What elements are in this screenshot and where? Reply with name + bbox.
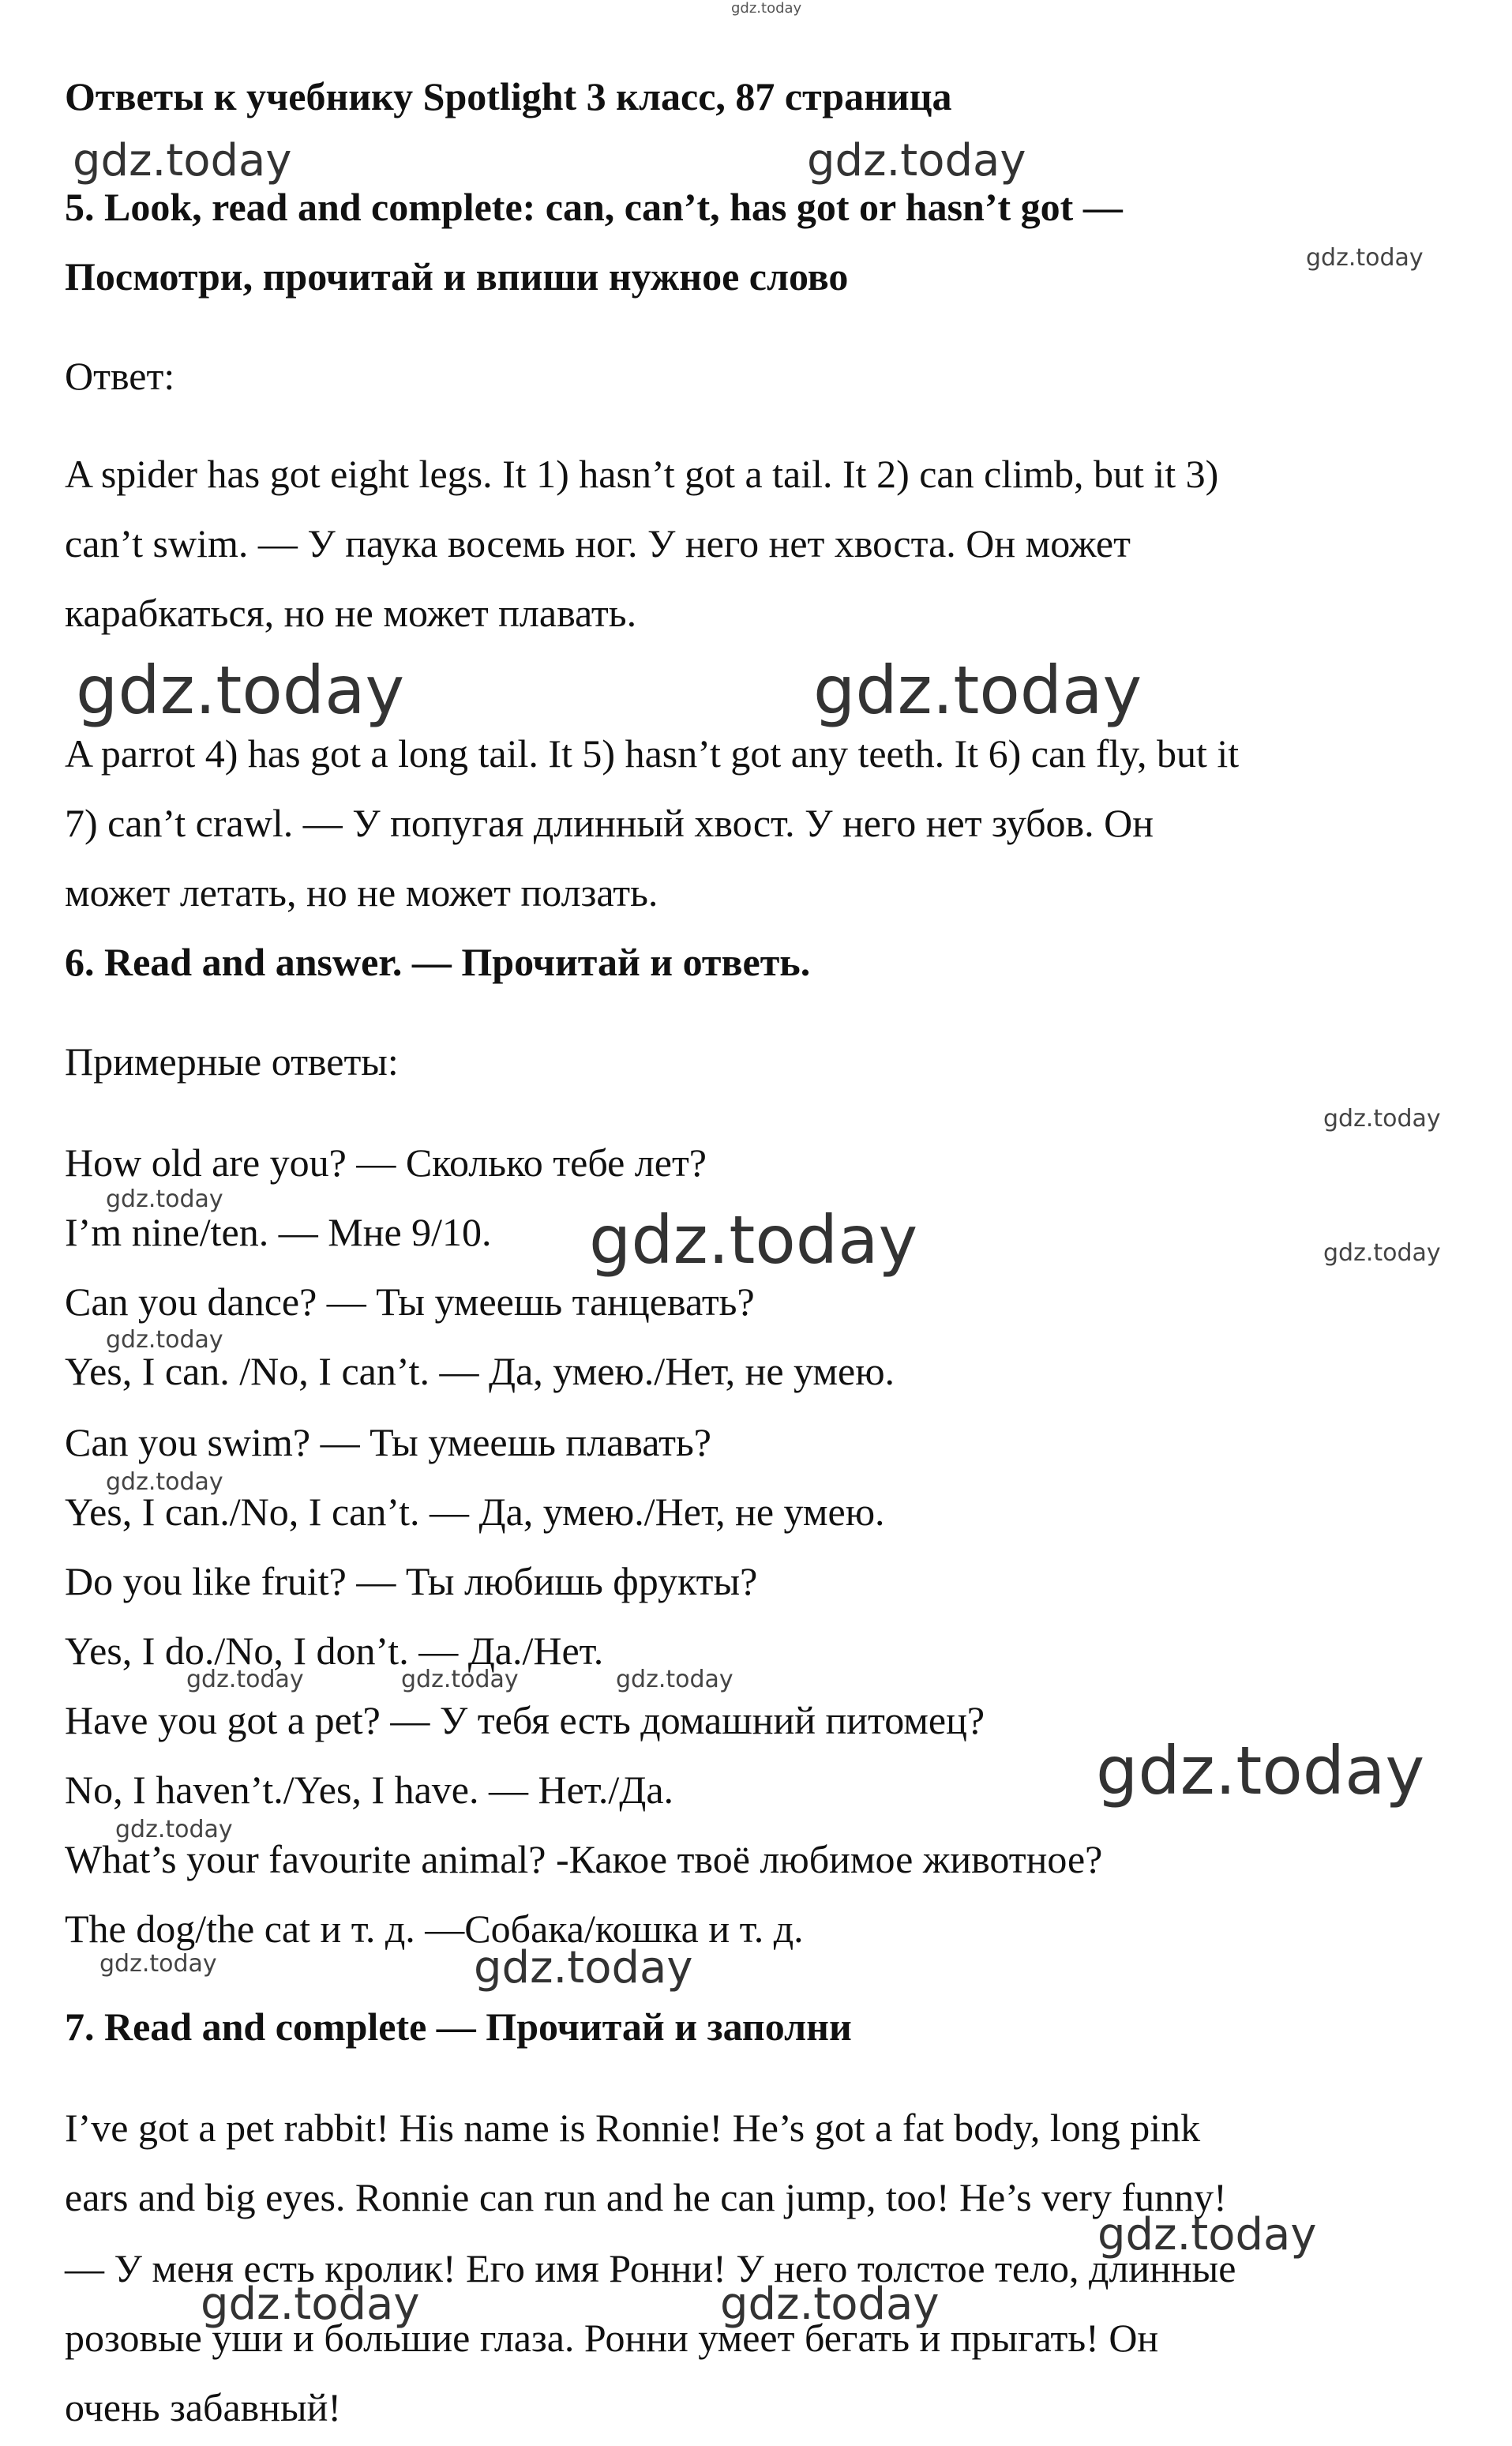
ex5-answer-label: Ответ: bbox=[65, 354, 175, 398]
watermark: gdz.today bbox=[106, 1468, 223, 1496]
watermark: gdz.today bbox=[1097, 2209, 1317, 2260]
watermark: gdz.today bbox=[106, 1185, 223, 1213]
ex6-line: Yes, I can. /No, I can’t. — Да, умею./Нет, не умею. bbox=[65, 1349, 895, 1393]
ex5-heading-2: Посмотри, прочитай и впиши нужное слово bbox=[65, 254, 849, 299]
ex6-line: Do you like fruit? — Ты любишь фрукты? bbox=[65, 1559, 758, 1603]
ex7-line: — У меня есть кролик! Его имя Ронни! У него толстое тело, длинные bbox=[65, 2246, 1236, 2290]
ex6-heading: 6. Read and answer. — Прочитай и ответь. bbox=[65, 940, 811, 984]
ex7-heading: 7. Read and complete — Прочитай и заполни bbox=[65, 2005, 852, 2049]
watermark: gdz.today bbox=[807, 135, 1026, 186]
watermark: gdz.today bbox=[1306, 244, 1424, 272]
watermark: gdz.today bbox=[1323, 1105, 1441, 1133]
watermark: gdz.today bbox=[76, 652, 405, 729]
watermark: gdz.today bbox=[99, 1950, 217, 1978]
ex5-line: 7) can’t crawl. — У попугая длинный хвост. У него нет зубов. Он bbox=[65, 801, 1154, 845]
ex7-line: I’ve got a pet rabbit! His name is Ronnie! He’s got a fat body, long pink bbox=[65, 2106, 1201, 2150]
ex5-line: может летать, но не может ползать. bbox=[65, 870, 658, 915]
watermark: gdz.today bbox=[201, 2279, 420, 2330]
watermark: gdz.today bbox=[401, 1666, 519, 1693]
ex7-line: очень забавный! bbox=[65, 2385, 342, 2429]
ex6-line: No, I haven’t./Yes, I have. — Нет./Да. bbox=[65, 1768, 674, 1812]
watermark: gdz.today bbox=[115, 1816, 233, 1843]
ex7-line: ears and big eyes. Ronnie can run and he can jump, too! He’s very funny! bbox=[65, 2175, 1227, 2219]
watermark: gdz.today bbox=[474, 1942, 693, 1993]
ex6-line: Yes, I do./No, I don’t. — Да./Нет. bbox=[65, 1629, 604, 1673]
ex5-heading-1: 5. Look, read and complete: can, can’t, has got or hasn’t got — bbox=[65, 185, 1123, 229]
watermark: gdz.today bbox=[1323, 1239, 1441, 1267]
ex6-line: What’s your favourite animal? -Какое твоё любимое животное? bbox=[65, 1837, 1103, 1881]
ex6-line: I’m nine/ten. — Мне 9/10. bbox=[65, 1210, 492, 1254]
watermark: gdz.today bbox=[720, 2279, 940, 2330]
watermark: gdz.today bbox=[186, 1666, 304, 1693]
watermark: gdz.today bbox=[106, 1326, 223, 1354]
header-watermark: gdz.today bbox=[731, 0, 802, 17]
page-title: Ответы к учебнику Spotlight 3 класс, 87 страница bbox=[65, 74, 952, 118]
ex6-answer-label: Примерные ответы: bbox=[65, 1039, 399, 1084]
watermark: gdz.today bbox=[589, 1201, 918, 1279]
ex5-line: A parrot 4) has got a long tail. It 5) hasn’t got any teeth. It 6) can fly, but it bbox=[65, 731, 1240, 776]
watermark: gdz.today bbox=[73, 135, 292, 186]
ex5-line: can’t swim. — У паука восемь ног. У него нет хвоста. Он может bbox=[65, 521, 1131, 565]
ex5-line: A spider has got eight legs. It 1) hasn’t got a tail. It 2) can climb, but it 3) bbox=[65, 452, 1219, 496]
watermark: gdz.today bbox=[616, 1666, 733, 1693]
ex6-line: Can you swim? — Ты умеешь плавать? bbox=[65, 1420, 711, 1464]
ex6-line: How old are you? — Сколько тебе лет? bbox=[65, 1140, 707, 1185]
ex6-line: Can you dance? — Ты умеешь танцевать? bbox=[65, 1279, 755, 1324]
ex7-line: розовые уши и большие глаза. Ронни умеет бегать и прыгать! Он bbox=[65, 2316, 1159, 2360]
ex6-line: The dog/the cat и т. д. —Собака/кошка и т. д. bbox=[65, 1907, 804, 1951]
watermark: gdz.today bbox=[1096, 1732, 1425, 1809]
ex6-line: Have you got a pet? — У тебя есть домашний питомец? bbox=[65, 1698, 985, 1742]
watermark: gdz.today bbox=[813, 652, 1142, 729]
ex5-line: карабкаться, но не может плавать. bbox=[65, 591, 637, 635]
ex6-line: Yes, I can./No, I can’t. — Да, умею./Нет, не умею. bbox=[65, 1490, 885, 1534]
